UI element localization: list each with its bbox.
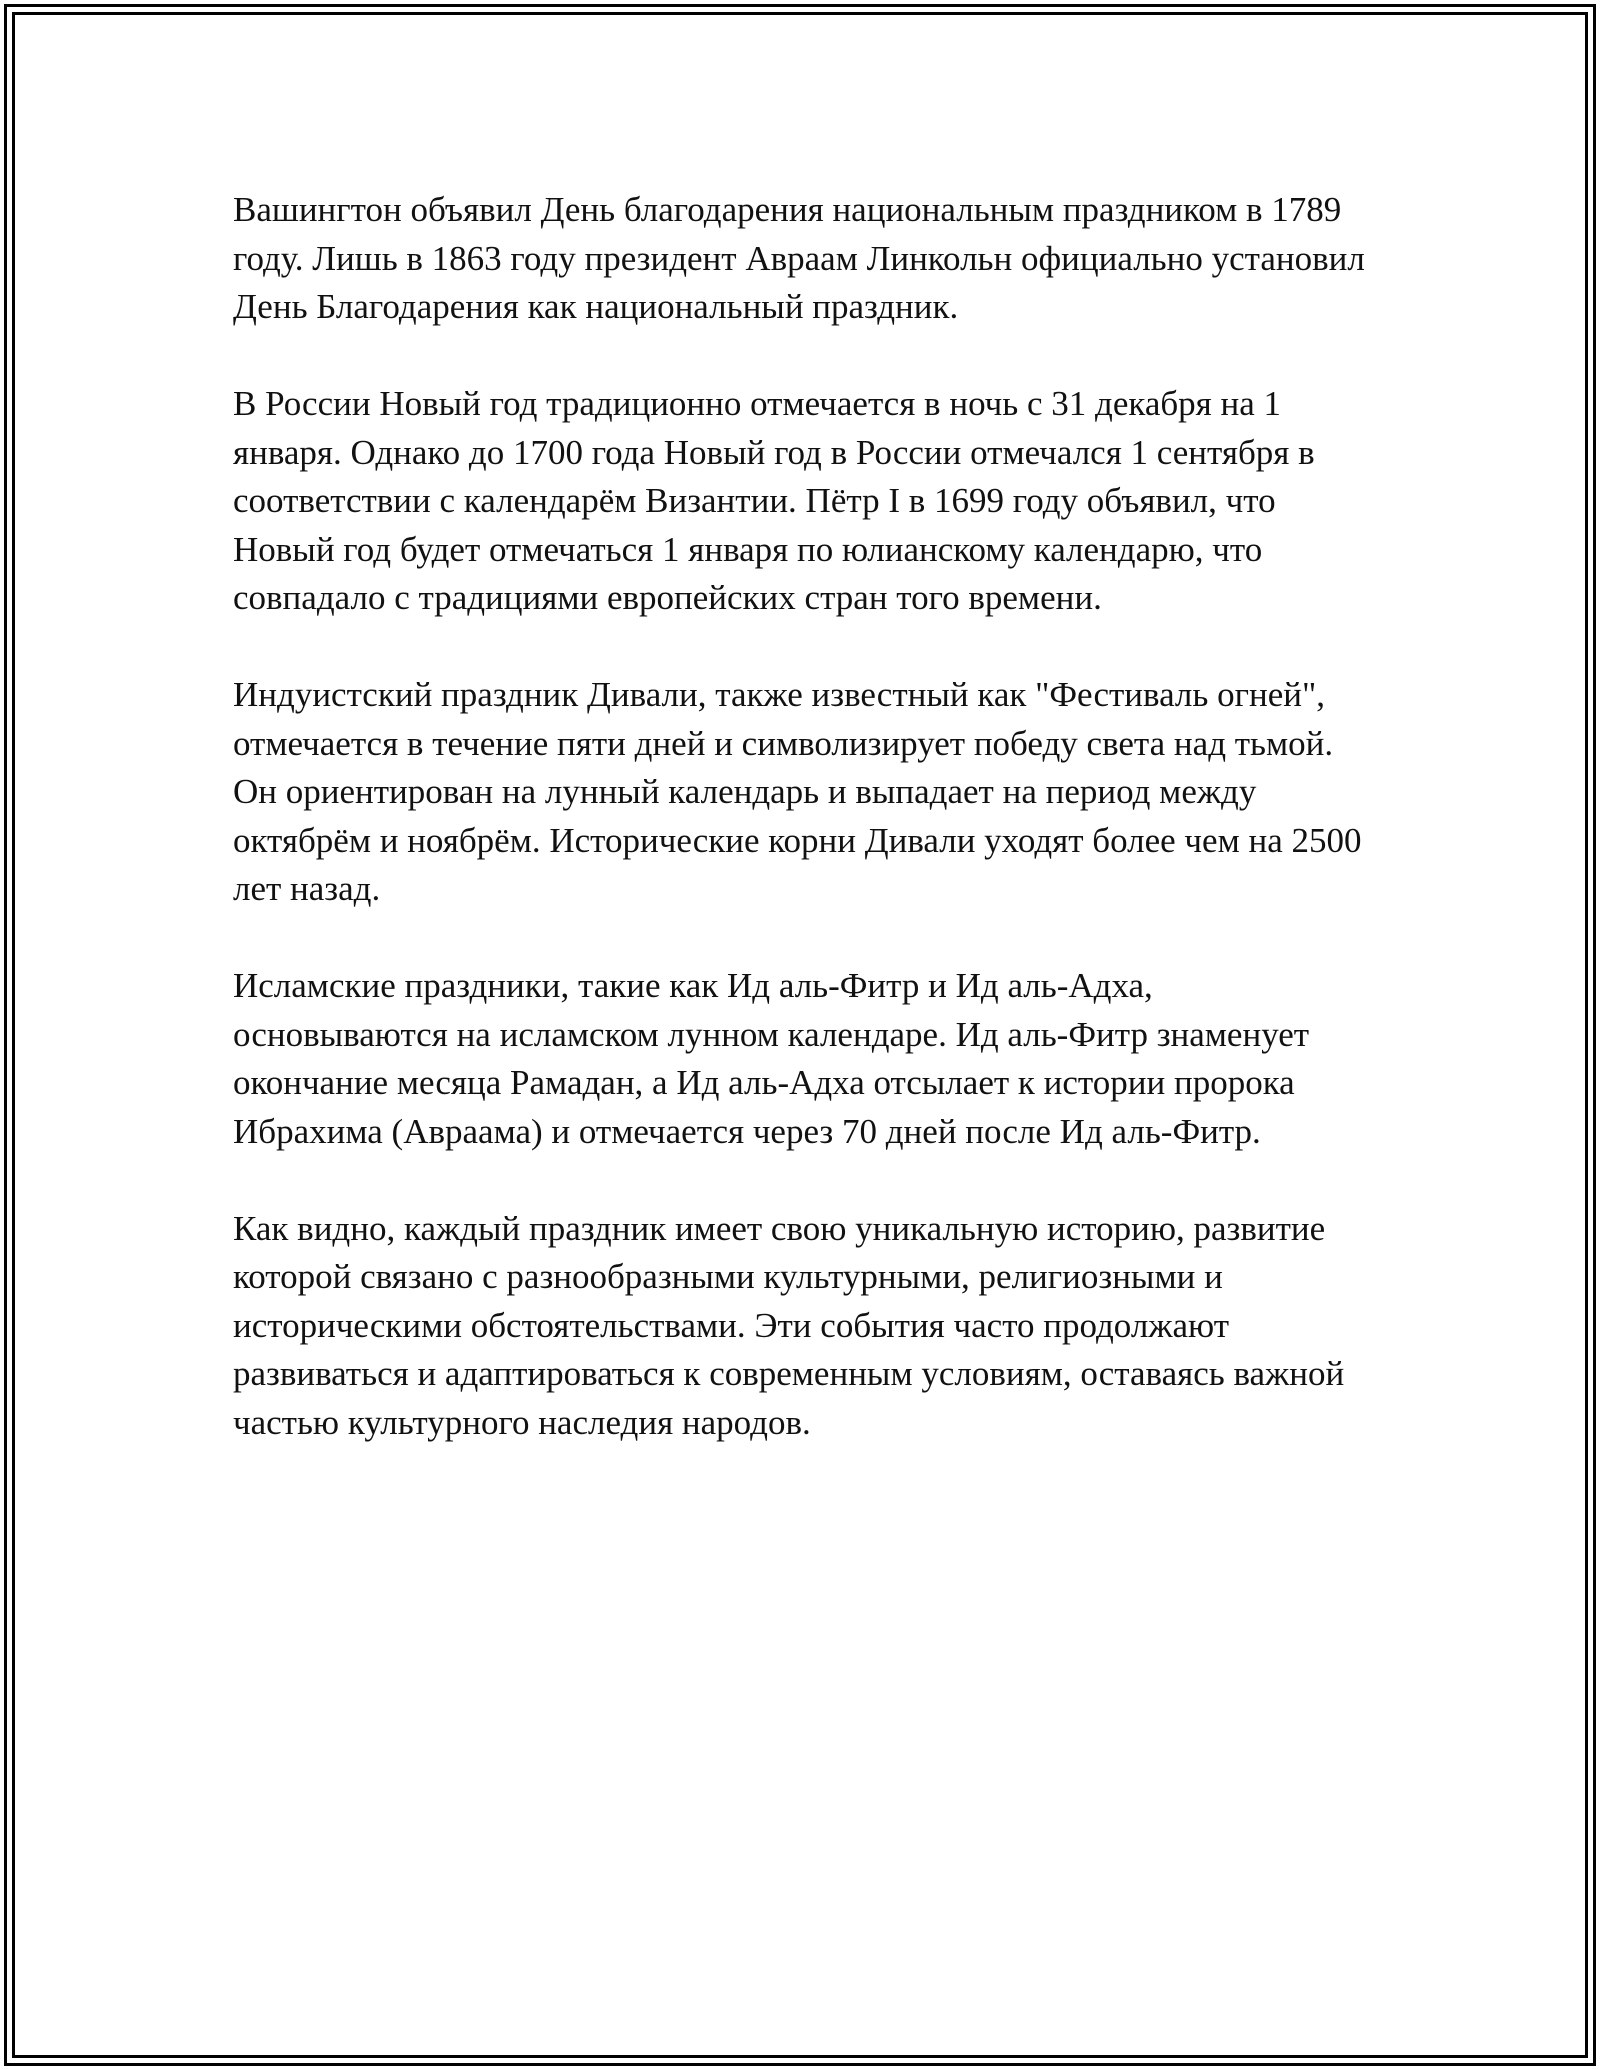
paragraph-diwali: Индуистский праздник Дивали, также известный как "Фестиваль огней", отмечается в течение пяти дней и символизирует победу света над тьмой. Он ориентирован на лунный календарь и выпадает на период между октябрём и ноябрём. Исторические корни Дивали уходят более чем на 2500 лет назад. (233, 675, 1362, 908)
document-body (233, 186, 1373, 1496)
paragraph-islamic-holidays: Исламские праздники, такие как Ид аль-Фитр и Ид аль-Адха, основываются на исламском лунном календаре. Ид аль-Фитр знаменует окончание месяца Рамадан, а Ид аль-Адха отсылает к истории пророка Ибрахима (Авраама) и отмечается через 70 дней после Ид аль-Фитр. (233, 966, 1310, 1151)
paragraph-conclusion: Как видно, каждый праздник имеет свою уникальную историю, развитие которой связано с разнообразными культурными, религиозными и историческими обстоятельствами. Эти события часто продолжают развиваться и адаптироваться к современным условиям, оставаясь важной частью культурного наследия народов. (233, 1208, 1345, 1442)
paragraph-thanksgiving: Вашингтон объявил День благодарения национальным праздником в 1789 году. Лишь в 1863 году президент Авраам Линкольн официально установил День Благодарения как национальный праздник. (233, 190, 1365, 326)
paragraph-russian-new-year: В России Новый год традиционно отмечается в ночь с 31 декабря на 1 января. Однако до 1700 года Новый год в России отмечался 1 сентября в соответствии с календарём Византии. Пётр I в 1699 году объявил, что Новый год будет отмечаться 1 января по юлианскому календарю, что совпадало с традициями европейских стран того времени. (233, 384, 1315, 617)
